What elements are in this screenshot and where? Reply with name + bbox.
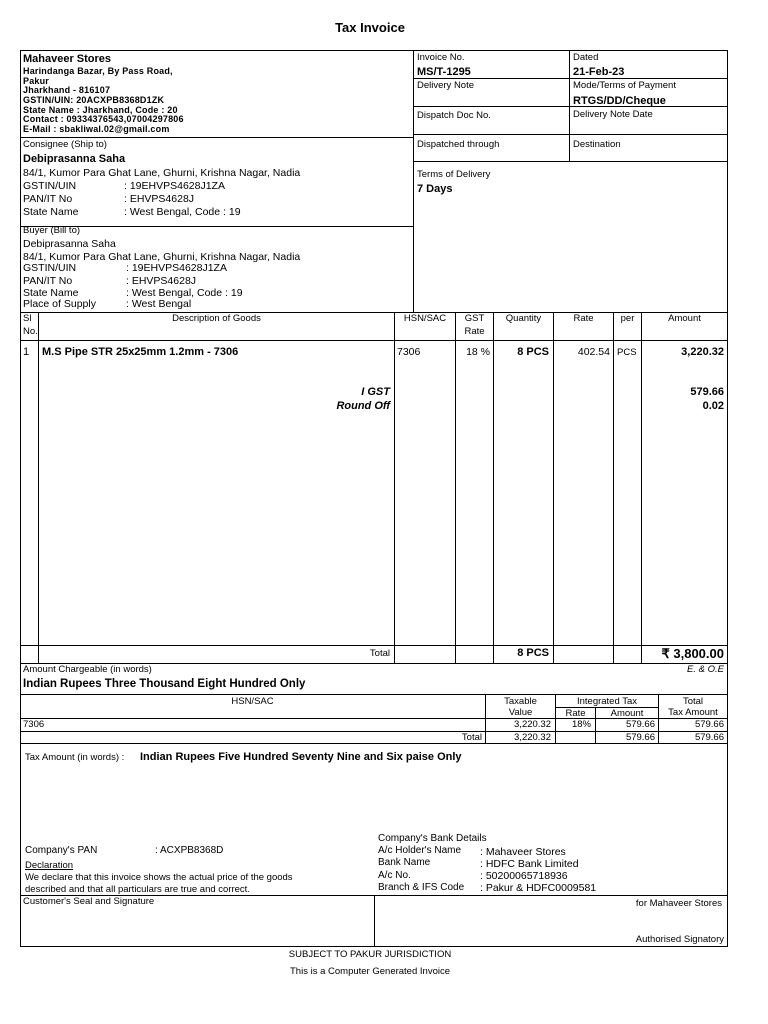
- company-pan: : ACXPB8368D: [155, 845, 224, 856]
- payment-mode: RTGS/DD/Cheque: [573, 95, 666, 107]
- tax-total-total: 579.66: [694, 732, 724, 743]
- col-rate: Rate: [573, 313, 594, 324]
- bank-name: : HDFC Bank Limited: [480, 858, 579, 870]
- seller-email: E-Mail : sbakliwal.02@gmail.com: [23, 124, 170, 134]
- col-sl: Sl: [23, 313, 32, 324]
- tax-integrated-header: Integrated Tax: [576, 696, 638, 707]
- seller-state: State Name : Jharkhand, Code : 20: [23, 105, 178, 115]
- tax-row-total: 579.66: [694, 719, 724, 730]
- bank-branch-label: Branch & IFS Code: [378, 882, 465, 893]
- col-quantity: Quantity: [505, 313, 542, 324]
- item-amount: 3,220.32: [681, 346, 724, 358]
- round-off-label: Round Off: [336, 400, 390, 412]
- tax-taxable-header1: Taxable: [504, 696, 537, 707]
- col-no: No.: [23, 326, 38, 337]
- buyer-pos: : West Bengal: [126, 298, 192, 310]
- item-gst-rate: 18 %: [466, 346, 490, 358]
- buyer-heading: Buyer (Bill to): [23, 225, 81, 236]
- seller-address-line1: Harindanga Bazar, By Pass Road,: [23, 66, 173, 76]
- invoice-no: MS/T-1295: [417, 66, 471, 78]
- buyer-pan-label: PAN/IT No: [23, 275, 73, 287]
- tax-row-hsn: 7306: [23, 719, 45, 730]
- total-amount: ₹ 3,800.00: [661, 646, 724, 661]
- customer-seal-label: Customer's Seal and Signature: [23, 896, 155, 907]
- buyer-state-label: State Name: [23, 287, 79, 299]
- dated-label: Dated: [573, 52, 599, 63]
- consignee-state-label: State Name: [23, 206, 79, 218]
- buyer-state: : West Bengal, Code : 19: [126, 287, 243, 299]
- bank-name-label: Bank Name: [378, 857, 431, 868]
- buyer-address: 84/1, Kumor Para Ghat Lane, Ghurni, Krishna Nagar, Nadia: [23, 251, 301, 263]
- bank-acno: : 50200065718936: [480, 870, 568, 882]
- col-hsn: HSN/SAC: [403, 313, 447, 324]
- item-per: PCS: [617, 347, 637, 358]
- bank-holder-label: A/c Holder's Name: [378, 845, 462, 856]
- terms-of-delivery-label: Terms of Delivery: [417, 169, 491, 180]
- consignee-pan-label: PAN/IT No: [23, 193, 73, 205]
- company-pan-label: Company's PAN: [25, 845, 98, 856]
- col-description: Description of Goods: [172, 313, 261, 324]
- bank-branch: : Pakur & HDFC0009581: [480, 882, 597, 894]
- invoice-no-label: Invoice No.: [417, 52, 465, 63]
- tax-hsn-header: HSN/SAC: [231, 696, 274, 707]
- terms-of-delivery: 7 Days: [417, 183, 453, 195]
- amount-chargeable-label: Amount Chargeable (in words): [23, 664, 152, 675]
- computer-generated-note: This is a Computer Generated Invoice: [290, 966, 450, 977]
- eoe: E. & O.E: [687, 664, 724, 675]
- payment-mode-label: Mode/Terms of Payment: [573, 80, 676, 91]
- bank-holder: : Mahaveer Stores: [480, 846, 566, 858]
- tax-rate-header: Rate: [565, 708, 586, 719]
- tax-words-label: Tax Amount (in words) :: [25, 752, 125, 763]
- authorised-signatory: Authorised Signatory: [635, 934, 724, 945]
- item-description: M.S Pipe STR 25x25mm 1.2mm - 7306: [42, 346, 239, 358]
- consignee-state: : West Bengal, Code : 19: [124, 206, 241, 218]
- tax-amount-header: Amount: [610, 708, 644, 719]
- frame-top: [20, 50, 728, 51]
- tax-total-taxable: 3,220.32: [514, 732, 551, 743]
- tax-amount-in-words: Indian Rupees Five Hundred Seventy Nine and Six paise Only: [140, 751, 462, 763]
- total-label: Total: [369, 648, 390, 659]
- seller-address-line3: Jharkhand - 816107: [23, 85, 111, 95]
- round-off-amount: 0.02: [702, 400, 724, 412]
- consignee-gstin-label: GSTIN/UIN: [23, 180, 77, 192]
- tax-row-taxable: 3,220.32: [514, 719, 551, 730]
- tax-row-amount: 579.66: [625, 719, 655, 730]
- col-gst-rate: Rate: [464, 326, 485, 337]
- seller-contact: Contact : 09334376543,07004297806: [23, 114, 184, 124]
- jurisdiction: SUBJECT TO PAKUR JURISDICTION: [288, 949, 452, 960]
- buyer-pan: : EHVPS4628J: [126, 275, 197, 287]
- igst-amount: 579.66: [690, 386, 724, 398]
- seller-name: Mahaveer Stores: [23, 53, 112, 65]
- bank-heading: Company's Bank Details: [378, 833, 487, 844]
- amount-in-words: Indian Rupees Three Thousand Eight Hundred Only: [23, 678, 306, 690]
- total-quantity: 8 PCS: [517, 647, 549, 659]
- dispatched-through-label: Dispatched through: [417, 139, 500, 150]
- tax-taxable-header2: Value: [508, 707, 533, 718]
- for-company-label: for Mahaveer Stores: [635, 898, 722, 909]
- seller-gstin: GSTIN/UIN: 20ACXPB8368D1ZK: [23, 95, 165, 105]
- delivery-note-label: Delivery Note: [417, 80, 475, 91]
- delivery-note-date-label: Delivery Note Date: [573, 109, 653, 120]
- frame-left: [20, 50, 21, 895]
- item-hsn: 7306: [397, 346, 421, 358]
- declaration-line1: We declare that this invoice shows the actual price of the goods: [25, 872, 293, 883]
- tax-total-amount: 579.66: [625, 732, 655, 743]
- tax-total-header1: Total: [682, 696, 704, 707]
- item-rate: 402.54: [577, 346, 610, 358]
- consignee-heading: Consignee (Ship to): [23, 139, 107, 150]
- destination-label: Destination: [573, 139, 621, 150]
- seller-address-line2: Pakur: [23, 76, 50, 86]
- col-amount: Amount: [668, 313, 701, 324]
- buyer-gstin: : 19EHVPS4628J1ZA: [126, 262, 227, 274]
- igst-label: I GST: [361, 386, 390, 398]
- buyer-name: Debiprasanna Saha: [23, 238, 116, 250]
- tax-total-header2: Tax Amount: [668, 707, 718, 718]
- dated-value: 21-Feb-23: [573, 66, 625, 78]
- buyer-pos-label: Place of Supply: [23, 298, 96, 310]
- tax-row-rate: 18%: [571, 719, 591, 730]
- col-per: per: [620, 313, 635, 324]
- dispatch-doc-label: Dispatch Doc No.: [417, 110, 491, 121]
- item-quantity: 8 PCS: [517, 346, 549, 358]
- declaration-label: Declaration: [25, 860, 74, 871]
- declaration-line2: described and that all particulars are true and correct.: [25, 884, 250, 895]
- consignee-gstin: : 19EHVPS4628J1ZA: [124, 180, 225, 192]
- col-gst: GST: [464, 313, 485, 324]
- frame-right: [727, 50, 728, 895]
- consignee-pan: : EHVPS4628J: [124, 193, 195, 205]
- buyer-gstin-label: GSTIN/UIN: [23, 262, 77, 274]
- tax-total-label: Total: [461, 732, 482, 743]
- consignee-address: 84/1, Kumor Para Ghat Lane, Ghurni, Krishna Nagar, Nadia: [23, 167, 301, 179]
- consignee-name: Debiprasanna Saha: [23, 153, 126, 165]
- page-title: Tax Invoice: [335, 20, 405, 35]
- bank-acno-label: A/c No.: [378, 870, 411, 881]
- item-sl: 1: [23, 346, 30, 358]
